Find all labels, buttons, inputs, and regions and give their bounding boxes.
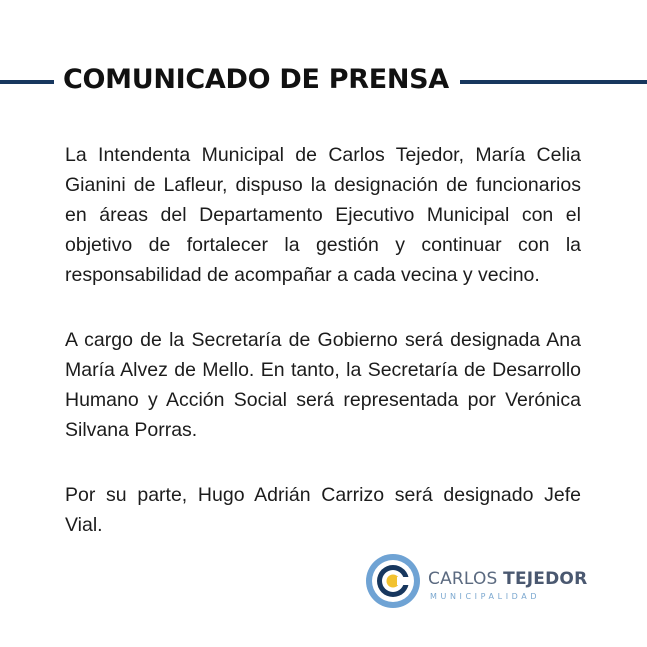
paragraph-3: Por su parte, Hugo Adrián Carrizo será designado Jefe Vial. [65, 484, 581, 536]
municipality-logo [364, 552, 588, 614]
logo-subtitle: MUNICIPALIDAD [430, 592, 541, 601]
header-rule-right [460, 80, 647, 84]
paragraph-1: La Intendenta Municipal de Carlos Tejedor, María Celia Gianini de Lafleur, dispuso la designación de funcionarios en áreas del Departamento Ejecutivo Municipal con el objetivo de fortalecer la gestión y continuar con la responsabilidad de acompañar a cada vecina y vecino. [65, 144, 581, 286]
emblem-icon [364, 552, 422, 610]
press-release-body [65, 140, 581, 540]
logo-name-bold: TEJEDOR [503, 569, 588, 589]
page-title: COMUNICADO DE PRENSA [63, 64, 449, 95]
paragraph-2: A cargo de la Secretaría de Gobierno será designada Ana María Alvez de Mello. En tanto, la Secretaría de Desarrollo Humano y Acción Social será representada por Verónica Silvana Porras. [65, 329, 581, 441]
logo-name-light: CARLOS [428, 569, 498, 589]
header-rule-left [0, 80, 54, 84]
header [0, 62, 647, 102]
logo-name [428, 569, 587, 589]
